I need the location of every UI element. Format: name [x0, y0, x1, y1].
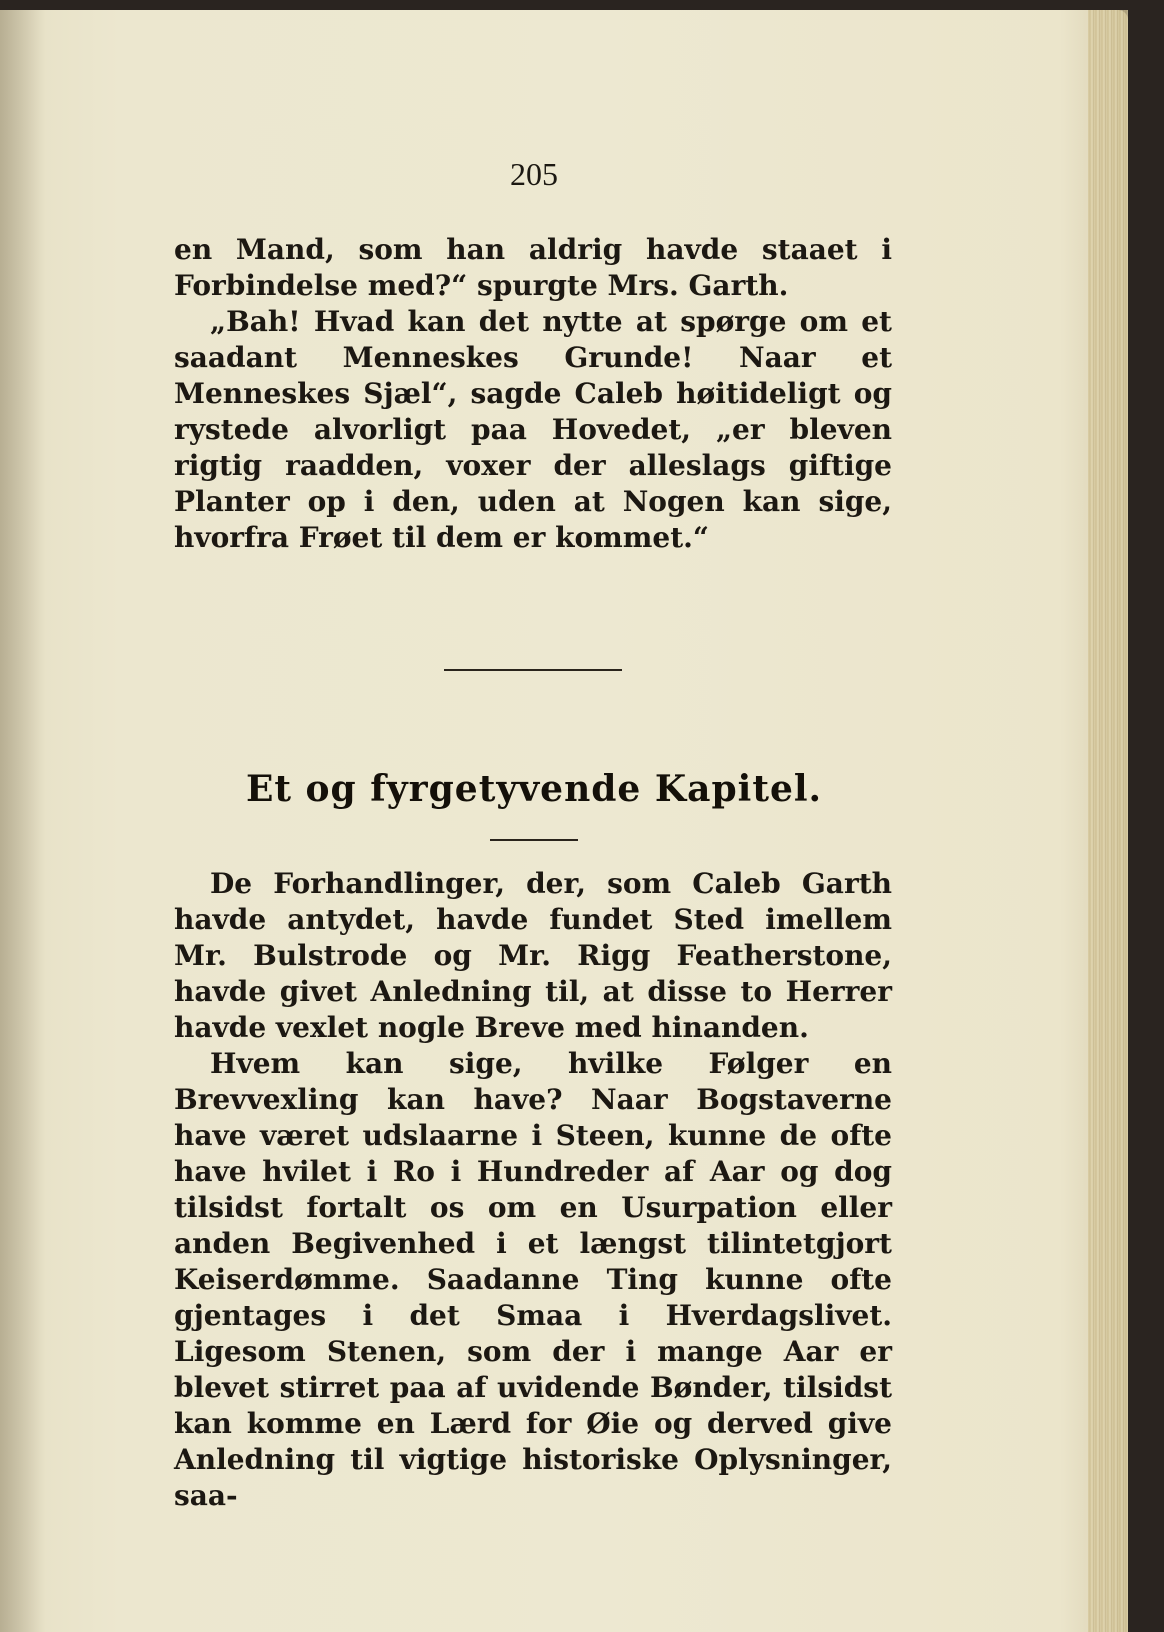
chapter-title: Et og fyrgetyvende Kapitel.: [245, 768, 823, 810]
page-edge: [1088, 10, 1128, 1632]
opening-text: [174, 232, 892, 556]
paragraph: De Forhandlinger, der, som Caleb Garth havde antydet, havde fundet Sted imellem Mr. Bulstrode og Mr. Rigg Featherstone, havde givet Anledning til, at disse to Herrer havde vexlet nogle Breve med hinanden.: [174, 867, 892, 1044]
chapter-text: [174, 866, 892, 1514]
paragraph: en Mand, som han aldrig havde staaet i Forbindelse med?“ spurgte Mrs. Garth.: [174, 233, 892, 302]
page-number: 205: [510, 156, 558, 192]
section-divider: [444, 669, 622, 671]
paragraph: „Bah! Hvad kan det nytte at spørge om et saadant Menneskes Grunde! Naar et Menneskes Sjæl“, sagde Caleb høitideligt og rystede alvorligt paa Hovedet, „er bleven rigtig raadden, voxer der alleslags giftige Planter op i den, uden at Nogen kan sige, hvorfra Frøet til dem er kommet.“: [174, 305, 892, 554]
binding-gutter: [0, 10, 46, 1632]
paragraph: Hvem kan sige, hvilke Følger en Brevvexling kan have? Naar Bogstaverne have været udslaarne i Steen, kunne de ofte have hvilet i Ro i Hundreder af Aar og dog tilsidst fortalt os om en Usurpation eller anden Begivenhed i et længst tilintetgjort Keiserdømme. Saadanne Ting kunne ofte gjentages i det Smaa i Hverdagslivet. Ligesom Stenen, som der i mange Aar er blevet stirret paa af uvidende Bønder, tilsidst kan komme en Lærd for Øie og derved give Anledning til vigtige historiske Oplysninger, saa-: [174, 1047, 892, 1512]
title-underline: [490, 839, 578, 841]
paper-page: [0, 10, 1128, 1632]
